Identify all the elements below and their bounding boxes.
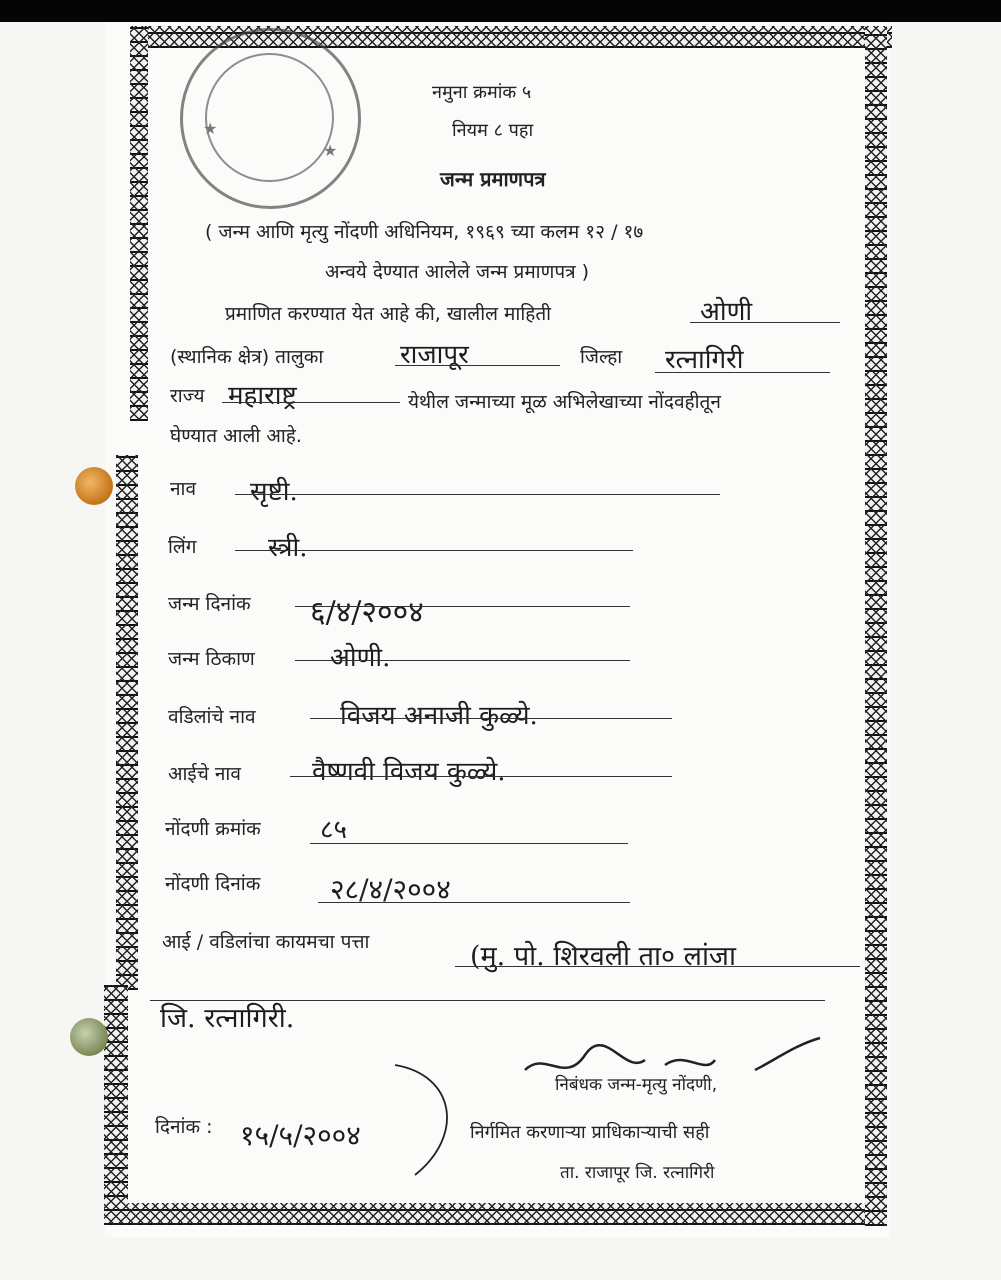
- intro-line4-text: घेण्यात आली आहे.: [170, 425, 302, 447]
- father-name-label: वडिलांचे नाव: [168, 706, 256, 728]
- name-label: नाव: [170, 478, 197, 500]
- registrar-title-line1: निबंधक जन्म-मृत्यु नोंदणी,: [555, 1075, 718, 1095]
- sex-value: स्त्री.: [268, 533, 308, 563]
- intro-taluka-rule: [395, 365, 560, 366]
- certificate-title: जन्म प्रमाणपत्र: [440, 167, 546, 191]
- address-rule-line2: [150, 1000, 825, 1001]
- office-seal-stamp: [180, 28, 361, 209]
- name-value: सृष्टी.: [250, 477, 298, 507]
- mother-name-value: वैष्णवी विजय कुळ्ये.: [312, 757, 506, 787]
- intro-state-label: राज्य: [170, 385, 205, 407]
- sex-rule: [235, 550, 633, 551]
- intro-line3-text: येथील जन्माच्या मूळ अभिलेखाच्या नोंदवहीतून: [408, 391, 721, 413]
- address-value-line2: जि. रत्नागिरी.: [160, 1003, 295, 1034]
- mother-name-label: आईचे नाव: [168, 763, 241, 785]
- decorative-border-left-upper: [130, 26, 148, 421]
- decorative-border-left-lower: [104, 985, 128, 1225]
- act-reference-line2: अन्वये देण्यात आलेले जन्म प्रमाणपत्र ): [325, 261, 590, 283]
- address-rule-line1: [455, 966, 860, 967]
- father-name-value: विजय अनाजी कुळ्ये.: [340, 701, 538, 731]
- registration-date-value: २८/४/२००४: [330, 873, 451, 906]
- intro-line1-text: प्रमाणित करण्यात येत आहे की, खालील माहिती: [225, 303, 552, 325]
- issue-date-label: दिनांक :: [155, 1116, 213, 1138]
- intro-district-label: जिल्हा: [580, 346, 623, 368]
- registrar-title-line3: ता. राजापूर जि. रत्नागिरी: [560, 1163, 715, 1183]
- intro-state-value: महाराष्ट्र: [228, 381, 297, 411]
- intro-district-rule: [655, 372, 830, 373]
- form-number: नमुना क्रमांक ५: [432, 82, 532, 103]
- intro-state-rule: [222, 402, 400, 403]
- pob-value: ओणी.: [330, 643, 391, 673]
- seal-inner-ring: [205, 53, 334, 182]
- intro-local-area-label: (स्थानिक क्षेत्र) तालुका: [170, 346, 324, 368]
- name-rule: [235, 494, 720, 495]
- dob-rule: [295, 606, 630, 607]
- sex-label: लिंग: [168, 536, 197, 558]
- dob-value: ६/४/२००४: [310, 595, 424, 630]
- punch-hole-lower: [70, 1018, 108, 1056]
- intro-line1-value: ओणी: [700, 297, 753, 327]
- rule-reference: नियम ८ पहा: [452, 120, 534, 141]
- decorative-border-left-middle: [116, 455, 138, 990]
- registration-date-rule: [318, 902, 630, 903]
- intro-line1-rule: [690, 322, 840, 323]
- registration-number-rule: [310, 843, 628, 844]
- registration-number-label: नोंदणी क्रमांक: [165, 818, 261, 840]
- mother-name-rule: [290, 776, 672, 777]
- pob-rule: [295, 660, 630, 661]
- punch-hole-upper: [75, 467, 113, 505]
- decorative-border-bottom: [104, 1203, 870, 1225]
- seal-star-icon: ★: [323, 141, 338, 160]
- top-black-bar: [0, 0, 1001, 22]
- seal-star-icon: ★: [203, 119, 218, 138]
- dob-label: जन्म दिनांक: [168, 593, 251, 615]
- issue-date-value: १५/५/२००४: [240, 1119, 361, 1152]
- act-reference-line1: ( जन्म आणि मृत्यु नोंदणी अधिनियम, १९६९ च्या कलम १२ / १७: [205, 221, 644, 243]
- registration-number-value: ८५: [320, 815, 348, 845]
- intro-district-value: रत्नागिरी: [665, 345, 744, 375]
- address-label: आई / वडिलांचा कायमचा पत्ता: [162, 931, 370, 953]
- father-name-rule: [310, 718, 672, 719]
- intro-taluka-value: राजापूर: [400, 340, 469, 370]
- address-value-line1: (मु. पो. शिरवली ता० लांजा: [470, 941, 736, 972]
- decorative-border-right: [865, 26, 887, 1226]
- pob-label: जन्म ठिकाण: [168, 648, 255, 670]
- registrar-title-line2: निर्गमित करणाऱ्या प्राधिकाऱ्याची सही: [470, 1122, 710, 1143]
- handwritten-stroke: [385, 1055, 475, 1185]
- registration-date-label: नोंदणी दिनांक: [165, 873, 261, 895]
